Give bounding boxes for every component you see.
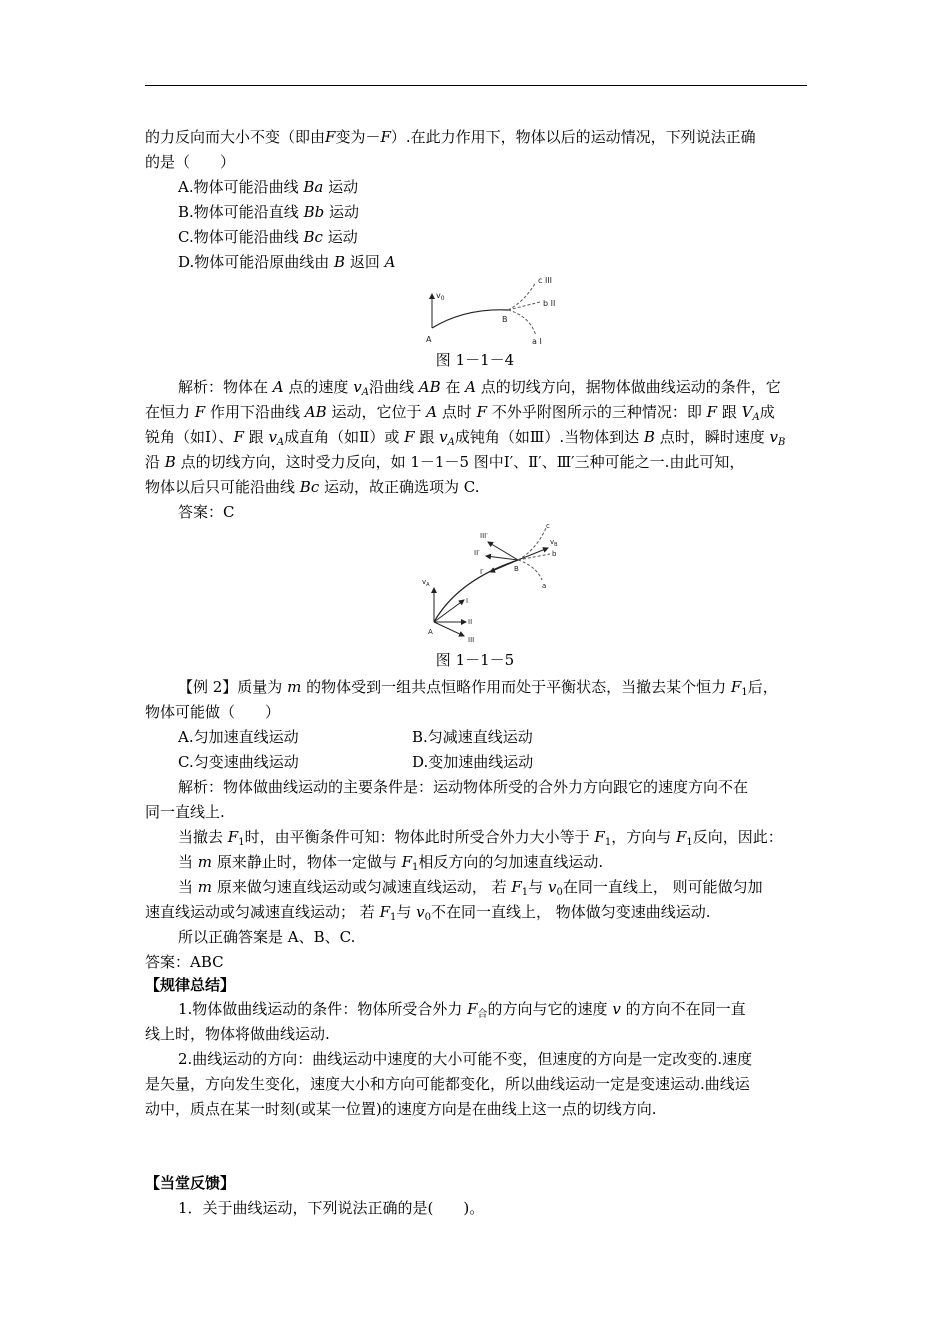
- text-line: 物体可能做（ ）: [145, 703, 281, 721]
- option-row: B.匀减速直线运动: [412, 728, 533, 746]
- velocity-arrow-b: [518, 548, 548, 560]
- label-a: A: [426, 335, 432, 344]
- line-bb: [508, 302, 540, 310]
- figure-1-1-4: [420, 272, 580, 350]
- text-line: 速直线运动或匀减速直线运动； 若 $F_1$与 $v_0$不在同一直线上， 物体做匀变速曲线运动.: [145, 903, 711, 923]
- text-line: 线上时，物体将做曲线运动.: [145, 1025, 330, 1043]
- label-iii-prime: III′: [480, 532, 488, 540]
- label-ii-prime: II′: [474, 549, 480, 557]
- label-i-prime: I′: [480, 568, 484, 576]
- label-i: I: [466, 597, 469, 605]
- text-line: 是矢量，方向发生变化，速度大小和方向可能都变化，所以曲线运动一定是变速运动.曲线运: [145, 1075, 750, 1093]
- label-b-ii: b II: [543, 299, 556, 308]
- option-row: C.匀变速曲线运动: [178, 753, 299, 771]
- section-heading: 【规律总结】: [145, 976, 236, 994]
- text-line: 锐角（如Ⅰ）、F 跟 $v_A$成直角（如Ⅱ）或 F 跟 $v_A$成钝角（如Ⅲ）.当物体到达 B 点时，瞬时速度 $v_B$: [145, 428, 786, 448]
- question-1: 1．关于曲线运动，下列说法正确的是( )。: [178, 1199, 485, 1217]
- label-a: A: [428, 628, 433, 636]
- curve-ba: [518, 560, 542, 580]
- figure-1-1-5: [418, 522, 568, 648]
- label-vb: $v_B$: [550, 538, 558, 548]
- text-line: 1.物体做曲线运动的条件：物体所受合外力 $F_合$的方向与它的速度 v 的方向不在同一直: [178, 1000, 746, 1020]
- text-line: 同一直线上.: [145, 803, 225, 821]
- text-line: 解析：物体做曲线运动的主要条件是：运动物体所受的合外力方向跟它的速度方向不在: [178, 778, 749, 796]
- answer-1: 答案：C: [178, 503, 235, 521]
- text-line: 在恒力 F 作用下沿曲线 AB 运动，它位于 A 点时 F 不外乎附图所示的三种情况：即 F 跟 $V_A$成: [145, 403, 775, 423]
- curve-bc: [508, 282, 536, 310]
- label-a-small: a: [542, 582, 547, 590]
- text-line: 沿 B 点的切线方向，这时受力反向，如 1－1－5 图中Ⅰ′、Ⅱ′、Ⅲ′三种可能之一.由此可知，: [145, 453, 745, 471]
- force-arrow-i: [434, 600, 464, 622]
- figure-caption: 图 1－1－5: [435, 651, 515, 669]
- option-b: B.物体可能沿直线 Bb 运动: [178, 203, 359, 221]
- text-line: 所以正确答案是 A、B、C.: [178, 928, 356, 946]
- curve-ba: [508, 310, 536, 336]
- option-row: A.匀加速直线运动: [178, 728, 299, 746]
- label-v0: $v_0$: [436, 291, 445, 302]
- section-heading: 【当堂反馈】: [145, 1174, 236, 1192]
- answer-2: 答案：ABC: [145, 953, 224, 971]
- text-line: 解析：物体在 A 点的速度 $v_A$沿曲线 AB 在 A 点的切线方向，据物体做曲线运动的条件，它: [178, 378, 781, 398]
- label-b-small: b: [552, 550, 557, 558]
- text-line: 的是（ ）: [145, 153, 236, 171]
- text-line: 2.曲线运动的方向：曲线运动中速度的大小可能不变，但速度的方向是一定改变的.速度: [178, 1050, 753, 1068]
- label-c-iii: c III: [538, 276, 553, 285]
- label-iii: III: [468, 636, 475, 644]
- label-c: c: [546, 522, 550, 530]
- label-va: $v_A$: [422, 578, 430, 588]
- curve-ab: [432, 310, 508, 328]
- label-b: B: [514, 565, 519, 573]
- text-line: 当 m 原来静止时，物体一定做与 $F_1$相反方向的匀加速直线运动.: [178, 853, 604, 873]
- option-d: D.物体可能沿原曲线由 B 返回 A: [178, 253, 396, 271]
- text-line: 当 m 原来做匀速直线运动或匀减速直线运动， 若 $F_1$与 $v_0$在同一直线上， 则可能做匀加: [178, 878, 763, 898]
- text-line: 【例 2】质量为 m 的物体受到一组共点恒略作用而处于平衡状态，当撤去某个恒力 $F_1$后，: [178, 678, 778, 698]
- header-rule: [145, 85, 807, 86]
- label-ii: II: [468, 618, 473, 626]
- curve-bc: [518, 528, 546, 560]
- text-line: 动中，质点在某一时刻(或某一位置)的速度方向是在曲线上这一点的切线方向.: [145, 1100, 657, 1118]
- label-b: B: [502, 315, 508, 324]
- figure-caption: 图 1－1－4: [435, 351, 515, 369]
- text-line: 的力反向而大小不变（即由F变为－F）.在此力作用下，物体以后的运动情况，下列说法正确: [145, 128, 756, 146]
- option-row: D.变加速曲线运动: [412, 753, 534, 771]
- force-arrow-iii: [434, 622, 464, 636]
- option-a: A.物体可能沿曲线 Ba 运动: [178, 178, 359, 196]
- label-a-i: a I: [532, 337, 542, 346]
- text-line: 物体以后只可能沿曲线 Bc 运动，故正确选项为 C.: [145, 478, 480, 496]
- text-line: 当撤去 $F_1$时，由平衡条件可知：物体此时所受合外力大小等于 $F_1$，方向与 $F_1$反向，因此：: [178, 828, 783, 848]
- option-c: C.物体可能沿曲线 Bc 运动: [178, 228, 358, 246]
